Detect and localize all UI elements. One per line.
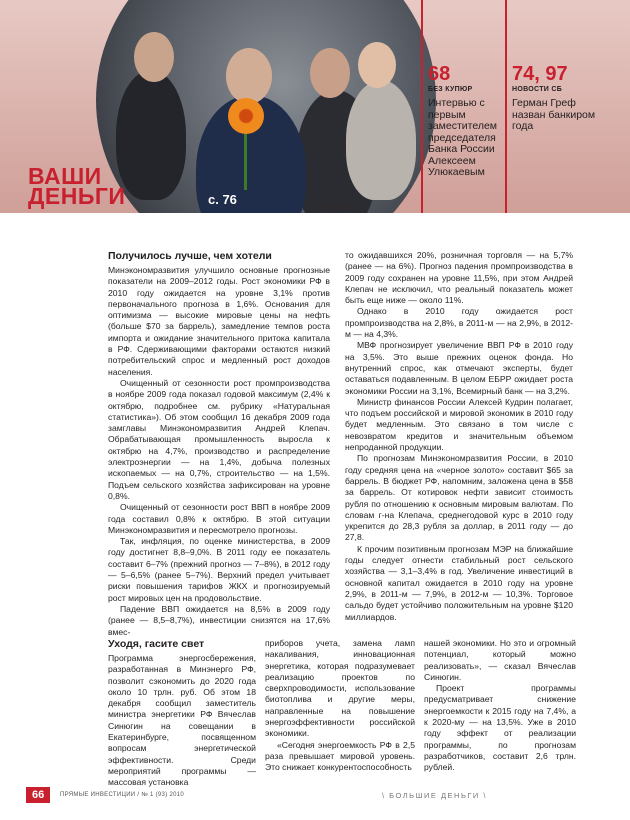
paragraph: «Сегодня энергоемкость РФ в 2,5 раза превышает мировой уровень. Это снижает конкурентоспособность — [265, 739, 415, 773]
teaser-interview[interactable] — [428, 64, 506, 179]
article2-title: Уходя, гасите свет — [108, 638, 205, 650]
article2-col1 — [108, 638, 256, 789]
flower-icon — [228, 98, 264, 134]
teaser-text: Интервью с первым заместителем председателя Банка России Алексеем Улюкаевым — [428, 97, 498, 178]
section-title-line1: ВАШИ — [28, 163, 102, 189]
paragraph: МВФ прогнозирует увеличение ВВП РФ в 2010 году на 3,5%. Это выше прежних оценок фонда. Но внутренний спрос, как отмечают эксперты, будет оставаться подавленным. В целом ЕБРР ожидает роста экономики России на 3,1%, Всемирный банк — на 3,2%. — [345, 340, 573, 396]
photo-page-ref[interactable]: с. 76 — [208, 192, 237, 207]
section-title — [28, 163, 126, 209]
paragraph: нашей экономики. Но это и огромный потенциал, который можно реализовать», — сказал Вячеслав Синюгин. — [424, 638, 576, 682]
article2-col2 — [265, 638, 415, 774]
teaser-caption: НОВОСТИ СБ — [512, 86, 563, 93]
article1-col2 — [345, 250, 573, 623]
teaser-page-number: 74, 97 — [512, 63, 568, 85]
photo-person-head — [134, 32, 174, 82]
paragraph: Так, инфляция, по оценке министерства, в 2009 году достигнет 8,8–9,0%. В 2011 году ее показатель составит 6–7% (прежний прогноз — 7–8%), в 2012 году — 5–6,5% (ранее 5–7%). Верхний предел учитывает риски повышения тарифов ЖКХ и прогнозируемый рост мировых цен на продовольствие. — [108, 536, 330, 603]
paragraph: Падение ВВП ожидается на 8,5% в 2009 году (ранее — 8,5–8,7%), инвестиции снизятся на 17,6% вмес- — [108, 603, 330, 637]
paragraph: Программа энергосбережения, разработанная в Минэнерго РФ, позволит сэкономить до 2020 года около 10 трлн. руб. Об этом 18 декабря сообщил заместитель министра энергетики РФ Вячеслав Синюгин на совещании в Екатеринбурге, посвященном вопросам энергетической эффективности. Среди мероприятий программы — массовая установка — [108, 653, 256, 788]
paragraph: Очищенный от сезонности рост ВВП в ноябре 2009 года составил 0,8% к октябрю. В этой ситуации Минэкономразвития и пересмотрело прогнозы. — [108, 502, 330, 535]
page-number: 66 — [26, 787, 50, 803]
teaser-text: Герман Греф назван банкиром года — [512, 97, 596, 132]
section-title-line2: ДЕНЬГИ — [28, 183, 126, 209]
teaser-news[interactable] — [512, 64, 612, 133]
article1-col1 — [108, 250, 330, 638]
teaser-caption: БЕЗ КУПЮР — [428, 86, 473, 93]
photo-credit: ОЛЕГ БЛАСОВ — [316, 205, 355, 211]
cover-photo — [96, 0, 436, 213]
paragraph: приборов учета, замена ламп накаливания, инновационная энергетика, которая подразумевает реализацию проектов по сверхпроводимости, использование биотоплива и другие меры, направленные на повышение энергоэффективности российской экономики. — [265, 638, 415, 739]
photo-person — [116, 70, 186, 200]
paragraph: Минэкономразвития улучшило основные прогнозные показатели на 2009–2012 годы. Рост экономики РФ в 2010 году ожидается на уровне 3,1% против первоначального прогноза в 1,6%. Основания для оптимизма — высокие мировые цены на нефть (больше $70 за баррель), замедление темпов роста импорта и ожидание значительного притока капитала в РФ. Сдерживающими факторами остаются низкий потребительский спрос и медленный рост доходов населения. — [108, 265, 330, 377]
divider — [421, 0, 423, 213]
magazine-issue: ПРЯМЫЕ ИНВЕСТИЦИИ / № 1 (93) 2010 — [60, 792, 185, 798]
paragraph: Министр финансов России Алексей Кудрин полагает, что подъем российской и мировой экономик в 2010 году будет медленным. Это связано в том числе с невозвратом кредитов и значительным объемом непроданной продукции. — [345, 396, 573, 453]
photo-person-head — [358, 42, 396, 88]
paragraph: По прогнозам Минэкономразвития России, в 2010 году средняя цена на «черное золото» составит $65 за баррель. В бюджет РФ, напомним, заложена цена в $58 за баррель. От котировок нефти зависит стоимость рубля по отношению к основным мировым валютам. По словам г-на Клепача, среднегодовой курс в 2010 году укрепится до 28,3 рубля за доллар, в 2011 году — до 27,8. — [345, 453, 573, 543]
paragraph: Проект программы предусматривает снижение энергоемкости к 2015 году на 7,4%, а к 2020-му — на 13,5%. Уже в 2010 году эффект от реализации программы, по прогнозам разработчиков, составит 2,6 трлн. рублей. — [424, 683, 576, 773]
footer-section-name: \ БОЛЬШИЕ ДЕНЬГИ \ — [382, 791, 487, 800]
photo-person-head — [226, 48, 272, 104]
paragraph: то ожидавшихся 20%, розничная торговля — на 5,7% (ранее — на 6%). Прогноз падения промпроизводства в 2009 году сохранен на уровне 11,5%, при этом Андрей Клепач не исключил, что реальный показатель может быть еще ниже — около 11%. — [345, 250, 573, 306]
paragraph: Очищенный от сезонности рост промпроизводства в ноябре 2009 года показал годовой максимум (2,4% к октябрю, подробнее см. рубрику «Натуральная статистика»). Об этом сообщил 16 декабря 2009 года замглавы Минэкономразвития Андрей Клепач. Обрабатывающая промышленность выросла к октябрю на 4,7%, производство и распределение электроэнергии — на 1,4%, добыча полезных ископаемых — на 0,7%, строительство — на 1,5%. Подъем сельского хозяйства зафиксирован на уровне 0,8%. — [108, 377, 330, 501]
page-footer — [0, 787, 630, 805]
article1-title: Получилось лучше, чем хотели — [108, 250, 272, 262]
article2-col3 — [424, 638, 576, 774]
photo-person — [346, 80, 416, 200]
photo-person-head — [310, 48, 350, 98]
flower-stem — [244, 130, 247, 190]
paragraph: Однако в 2010 году ожидается рост промпроизводства на 2,8%, в 2011-м — на 2,9%, в 2012-м — на 4,3%. — [345, 306, 573, 340]
paragraph: К прочим позитивным прогнозам МЭР на ближайшие годы следует отнести стабильный рост сельского хозяйства — 3,1–3,4% в год. Увеличение инвестиций в основной капитал ожидается в 2010 году на уровне 2,9%, в 2011-м — 7,9%, в 2012-м — 10,3%. Торговое сальдо будет устойчиво положительным на уровне $120 миллиардов. — [345, 543, 573, 622]
header-banner — [0, 0, 630, 213]
teaser-page-number: 68 — [428, 63, 451, 85]
